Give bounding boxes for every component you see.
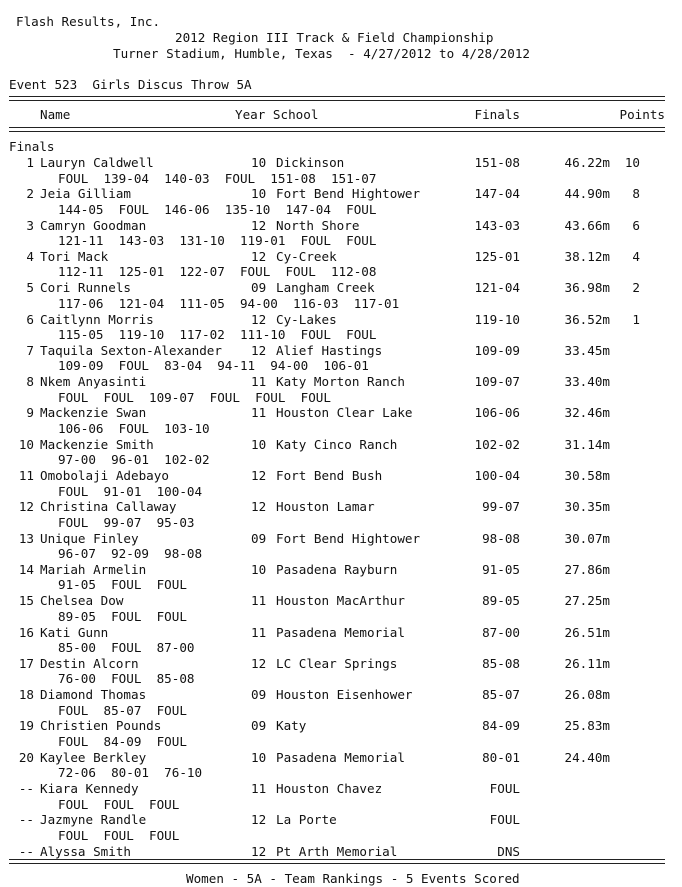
finals-mark: 98-08: [482, 530, 520, 546]
athlete-year: 12: [251, 655, 267, 671]
school-name: Cy-Lakes: [276, 311, 337, 327]
athlete-year: 10: [251, 436, 267, 452]
athlete-name: Mackenzie Swan: [40, 405, 147, 421]
athlete-year: 09: [251, 530, 267, 546]
place: 4: [26, 248, 34, 264]
school-name: Fort Bend Hightower: [276, 530, 421, 546]
double-rule-top: [9, 96, 665, 101]
place: 11: [18, 468, 34, 483]
attempt-series: 85-00 FOUL 87-00: [58, 640, 195, 655]
metric-mark: 26.11m: [564, 655, 610, 671]
finals-mark: 84-09: [482, 718, 520, 734]
finals-mark: 109-09: [474, 342, 520, 358]
place: 2: [26, 186, 34, 202]
metric-mark: 26.08m: [564, 687, 610, 703]
athlete-year: 12: [251, 468, 267, 483]
attempt-series: FOUL FOUL FOUL: [58, 796, 180, 812]
metric-mark: 46.22m: [564, 155, 610, 170]
athlete-name: Diamond Thomas: [40, 687, 147, 703]
metric-mark: 24.40m: [564, 749, 610, 765]
finals-mark: 119-10: [474, 311, 520, 327]
place: 7: [26, 342, 34, 358]
athlete-name: Christina Callaway: [40, 499, 177, 515]
place: 16: [18, 624, 34, 640]
athlete-name: Christien Pounds: [40, 718, 162, 734]
place: 5: [26, 280, 34, 296]
athlete-year: 12: [251, 217, 267, 233]
athlete-year: 12: [251, 499, 267, 515]
school-name: Fort Bend Bush: [276, 468, 383, 483]
school-name: Houston Clear Lake: [276, 405, 413, 421]
school-name: Katy: [276, 718, 307, 734]
school-name: La Porte: [276, 812, 337, 828]
school-name: LC Clear Springs: [276, 655, 398, 671]
section-label: Finals: [9, 139, 55, 154]
athlete-year: 12: [251, 248, 267, 264]
athlete-year: 12: [251, 812, 267, 828]
metric-mark: 44.90m: [564, 186, 610, 202]
place: 3: [26, 217, 34, 233]
attempt-series: 144-05 FOUL 146-06 135-10 147-04 FOUL: [58, 201, 377, 217]
attempt-series: FOUL 84-09 FOUL: [58, 733, 187, 749]
attempt-series: FOUL 139-04 140-03 FOUL 151-08 151-07: [58, 170, 377, 186]
school-name: Alief Hastings: [276, 342, 383, 358]
place: --: [18, 812, 34, 828]
place: 19: [18, 718, 34, 734]
athlete-name: Mackenzie Smith: [40, 436, 154, 452]
school-name: Katy Cinco Ranch: [276, 436, 398, 452]
attempt-series: 89-05 FOUL FOUL: [58, 608, 187, 624]
attempt-series: 121-11 143-03 131-10 119-01 FOUL FOUL: [58, 233, 377, 249]
athlete-name: Nkem Anyasinti: [40, 374, 147, 390]
athlete-year: 12: [251, 843, 267, 859]
finals-mark: 106-06: [474, 405, 520, 421]
place: 15: [18, 593, 34, 609]
finals-mark: 85-08: [482, 655, 520, 671]
place: 14: [18, 561, 34, 577]
athlete-name: Cori Runnels: [40, 280, 131, 296]
school-name: Langham Creek: [276, 280, 375, 296]
finals-mark: 143-03: [474, 217, 520, 233]
metric-mark: 30.07m: [564, 530, 610, 546]
venue-dates: Turner Stadium, Humble, Texas - 4/27/2012 to 4/28/2012: [113, 46, 531, 61]
place: 10: [18, 436, 34, 452]
finals-mark: 102-02: [474, 436, 520, 452]
col-header-points: Points: [619, 107, 665, 122]
team-rankings-heading: Women - 5A - Team Rankings - 5 Events Scored: [186, 871, 520, 886]
school-name: Dickinson: [276, 155, 345, 170]
attempt-series: FOUL 91-01 100-04: [58, 483, 203, 499]
points: 8: [632, 186, 640, 202]
finals-mark: 91-05: [482, 561, 520, 577]
school-name: Houston MacArthur: [276, 593, 405, 609]
attempt-series: FOUL 85-07 FOUL: [58, 702, 187, 718]
metric-mark: 38.12m: [564, 248, 610, 264]
school-name: Houston Eisenhower: [276, 687, 413, 703]
place: --: [18, 843, 34, 859]
finals-mark: FOUL: [489, 781, 520, 796]
athlete-name: Destin Alcorn: [40, 655, 139, 671]
company-name: Flash Results, Inc.: [16, 14, 161, 29]
finals-mark: 147-04: [474, 186, 520, 202]
athlete-year: 10: [251, 561, 267, 577]
athlete-name: Jeia Gilliam: [40, 186, 131, 202]
finals-mark: 87-00: [482, 624, 520, 640]
athlete-year: 11: [251, 374, 267, 390]
athlete-name: Omobolaji Adebayo: [40, 468, 169, 483]
school-name: Fort Bend Hightower: [276, 186, 421, 202]
place: 12: [18, 499, 34, 515]
school-name: Pasadena Rayburn: [276, 561, 398, 577]
attempt-series: FOUL 99-07 95-03: [58, 514, 195, 530]
finals-mark: 89-05: [482, 593, 520, 609]
school-name: Katy Morton Ranch: [276, 374, 405, 390]
finals-mark: FOUL: [489, 812, 520, 828]
attempt-series: 109-09 FOUL 83-04 94-11 94-00 106-01: [58, 358, 369, 374]
athlete-year: 09: [251, 718, 267, 734]
athlete-year: 10: [251, 749, 267, 765]
metric-mark: 33.45m: [564, 342, 610, 358]
finals-mark: 121-04: [474, 280, 520, 296]
attempt-series: FOUL FOUL 109-07 FOUL FOUL FOUL: [58, 389, 331, 405]
finals-mark: 125-01: [474, 248, 520, 264]
school-name: Houston Lamar: [276, 499, 375, 515]
athlete-name: Chelsea Dow: [40, 593, 124, 609]
metric-mark: 33.40m: [564, 374, 610, 390]
athlete-name: Camryn Goodman: [40, 217, 147, 233]
attempt-series: 117-06 121-04 111-05 94-00 116-03 117-01: [58, 295, 400, 311]
athlete-name: Caitlynn Morris: [40, 311, 154, 327]
athlete-name: Kati Gunn: [40, 624, 109, 640]
place: 6: [26, 311, 34, 327]
athlete-name: Tori Mack: [40, 248, 109, 264]
athlete-year: 10: [251, 186, 267, 202]
metric-mark: 32.46m: [564, 405, 610, 421]
athlete-name: Alyssa Smith: [40, 843, 131, 859]
athlete-name: Kaylee Berkley: [40, 749, 147, 765]
col-header-year-school: Year School: [235, 107, 319, 122]
athlete-name: Jazmyne Randle: [40, 812, 147, 828]
athlete-name: Kiara Kennedy: [40, 781, 139, 796]
school-name: Pt Arth Memorial: [276, 843, 398, 859]
place: 9: [26, 405, 34, 421]
metric-mark: 27.25m: [564, 593, 610, 609]
finals-mark: 99-07: [482, 499, 520, 515]
school-name: Pasadena Memorial: [276, 624, 405, 640]
metric-mark: 26.51m: [564, 624, 610, 640]
athlete-year: 10: [251, 155, 267, 170]
finals-mark: 100-04: [474, 468, 520, 483]
metric-mark: 31.14m: [564, 436, 610, 452]
athlete-year: 12: [251, 311, 267, 327]
school-name: Pasadena Memorial: [276, 749, 405, 765]
meet-title: 2012 Region III Track & Field Championship: [175, 30, 494, 45]
school-name: North Shore: [276, 217, 360, 233]
athlete-year: 11: [251, 405, 267, 421]
place: 1: [26, 155, 34, 170]
athlete-year: 11: [251, 593, 267, 609]
points: 6: [632, 217, 640, 233]
double-rule-bottom: [9, 859, 665, 864]
finals-mark: DNS: [497, 843, 520, 859]
metric-mark: 36.52m: [564, 311, 610, 327]
place: 20: [18, 749, 34, 765]
metric-mark: 27.86m: [564, 561, 610, 577]
place: 18: [18, 687, 34, 703]
place: 8: [26, 374, 34, 390]
attempt-series: 96-07 92-09 98-08: [58, 546, 203, 562]
athlete-name: Lauryn Caldwell: [40, 155, 154, 170]
finals-mark: 151-08: [474, 155, 520, 170]
attempt-series: FOUL FOUL FOUL: [58, 827, 180, 843]
place: --: [18, 781, 34, 796]
place: 17: [18, 655, 34, 671]
finals-mark: 80-01: [482, 749, 520, 765]
attempt-series: 72-06 80-01 76-10: [58, 765, 203, 781]
metric-mark: 30.58m: [564, 468, 610, 483]
attempt-series: 76-00 FOUL 85-08: [58, 671, 195, 687]
attempt-series: 97-00 96-01 102-02: [58, 452, 210, 468]
attempt-series: 115-05 119-10 117-02 111-10 FOUL FOUL: [58, 327, 377, 342]
athlete-year: 12: [251, 342, 267, 358]
athlete-name: Taquila Sexton-Alexander: [40, 342, 222, 358]
double-rule-header: [9, 127, 665, 132]
points: 4: [632, 248, 640, 264]
points: 10: [624, 155, 640, 170]
athlete-year: 11: [251, 624, 267, 640]
athlete-year: 09: [251, 280, 267, 296]
attempt-series: 91-05 FOUL FOUL: [58, 577, 187, 593]
metric-mark: 36.98m: [564, 280, 610, 296]
athlete-year: 09: [251, 687, 267, 703]
athlete-year: 11: [251, 781, 267, 796]
col-header-finals: Finals: [474, 107, 520, 122]
finals-mark: 85-07: [482, 687, 520, 703]
attempt-series: 106-06 FOUL 103-10: [58, 420, 210, 436]
col-header-name: Name: [40, 107, 71, 122]
place: 13: [18, 530, 34, 546]
school-name: Cy-Creek: [276, 248, 337, 264]
points: 2: [632, 280, 640, 296]
attempt-series: 112-11 125-01 122-07 FOUL FOUL 112-08: [58, 264, 377, 280]
athlete-name: Mariah Armelin: [40, 561, 147, 577]
points: 1: [632, 311, 640, 327]
event-title: Event 523 Girls Discus Throw 5A: [9, 77, 252, 92]
metric-mark: 25.83m: [564, 718, 610, 734]
athlete-name: Unique Finley: [40, 530, 139, 546]
metric-mark: 43.66m: [564, 217, 610, 233]
finals-mark: 109-07: [474, 374, 520, 390]
school-name: Houston Chavez: [276, 781, 383, 796]
metric-mark: 30.35m: [564, 499, 610, 515]
